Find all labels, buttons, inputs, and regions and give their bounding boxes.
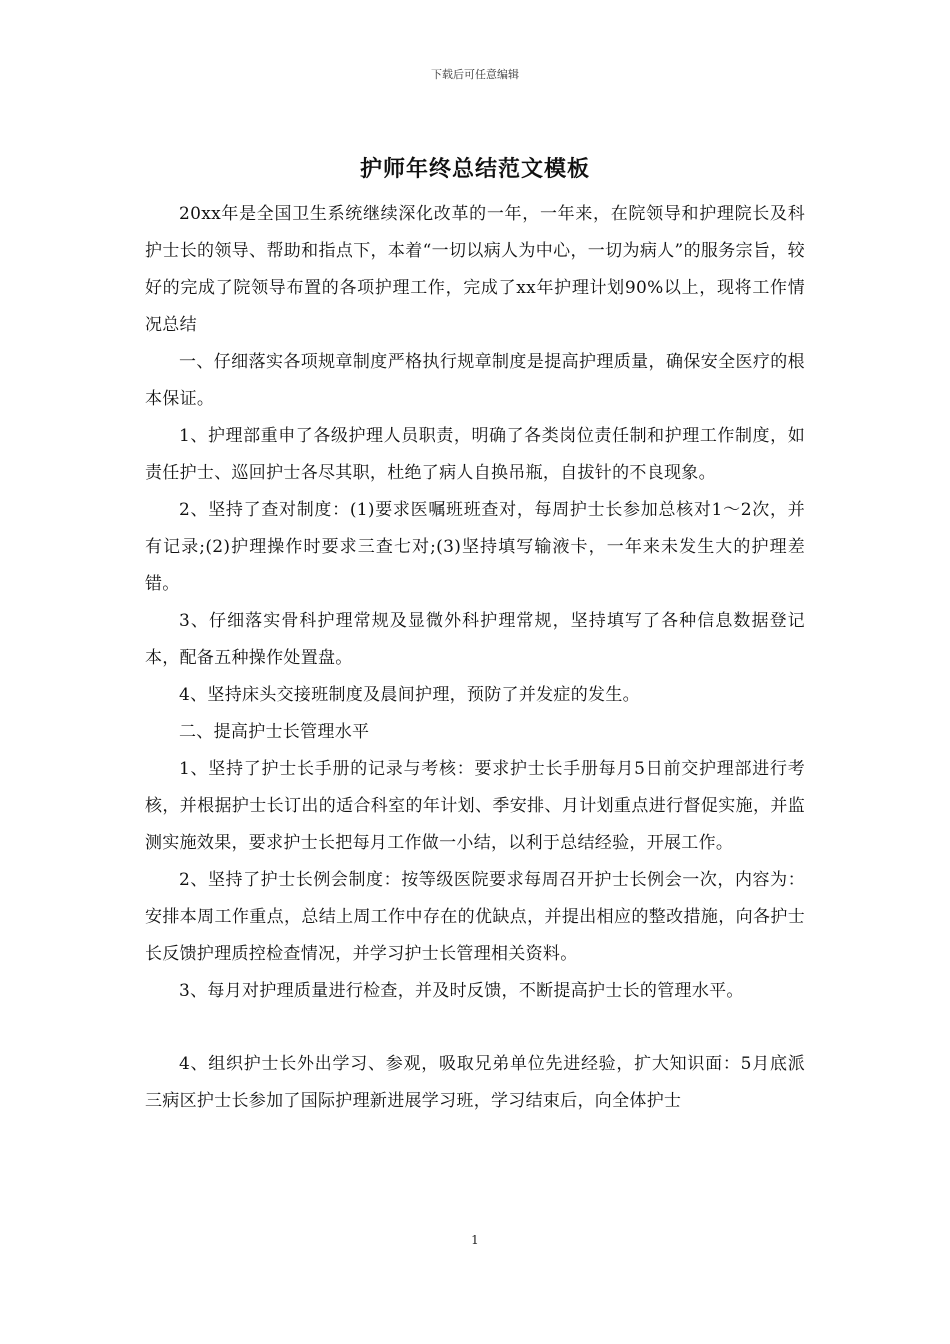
paragraph-item-2-1: 1、坚持了护士长手册的记录与考核：要求护士长手册每月5日前交护理部进行考核，并根据护士长订出的适合科室的年计划、季安排、月计划重点进行督促实施，并监测实施效果，要求护士长把每月工作做一小结，以利于总结经验，开展工作。 [145, 759, 805, 853]
document-body [145, 196, 805, 1120]
page-number: 1 [471, 1233, 479, 1247]
paragraph-item-1-3: 3、仔细落实骨科护理常规及显微外科护理常规，坚持填写了各种信息数据登记本，配备五种操作处置盘。 [145, 611, 805, 668]
paragraph-section-1-heading: 一、仔细落实各项规章制度严格执行规章制度是提高护理质量，确保安全医疗的根本保证。 [145, 352, 805, 409]
paragraph-intro: 20xx年是全国卫生系统继续深化改革的一年，一年来，在院领导和护理院长及科护士长的领导、帮助和指点下，本着“一切以病人为中心，一切为病人”的服务宗旨，较好的完成了院领导布置的各项护理工作，完成了xx年护理计划90%以上，现将工作情况总结 [145, 204, 805, 335]
paragraph-item-2-2: 2、坚持了护士长例会制度：按等级医院要求每周召开护士长例会一次，内容为：安排本周工作重点，总结上周工作中存在的优缺点，并提出相应的整改措施，向各护士长反馈护理质控检查情况，并学习护士长管理相关资料。 [145, 870, 805, 964]
paragraph-item-1-1: 1、护理部重申了各级护理人员职责，明确了各类岗位责任制和护理工作制度，如责任护士、巡回护士各尽其职，杜绝了病人自换吊瓶，自拔针的不良现象。 [145, 426, 805, 483]
paragraph-item-2-3: 3、每月对护理质量进行检查，并及时反馈，不断提高护士长的管理水平。 [179, 981, 744, 1001]
paragraph-item-1-2: 2、坚持了查对制度：(1)要求医嘱班班查对，每周护士长参加总核对1～2次，并有记录;(2)护理操作时要求三查七对;(3)坚持填写输液卡，一年来未发生大的护理差错。 [145, 500, 805, 594]
paragraph-section-2-heading: 二、提高护士长管理水平 [179, 722, 370, 742]
header-note: 下载后可任意编辑 [431, 68, 519, 81]
document-title: 护师年终总结范文模板 [359, 156, 590, 182]
paragraph-item-2-4: 4、组织护士长外出学习、参观，吸取兄弟单位先进经验，扩大知识面：5月底派三病区护士长参加了国际护理新进展学习班，学习结束后，向全体护士 [145, 1054, 805, 1111]
paragraph-gap [145, 1010, 805, 1046]
paragraph-item-1-4: 4、坚持床头交接班制度及晨间护理，预防了并发症的发生。 [179, 685, 640, 705]
